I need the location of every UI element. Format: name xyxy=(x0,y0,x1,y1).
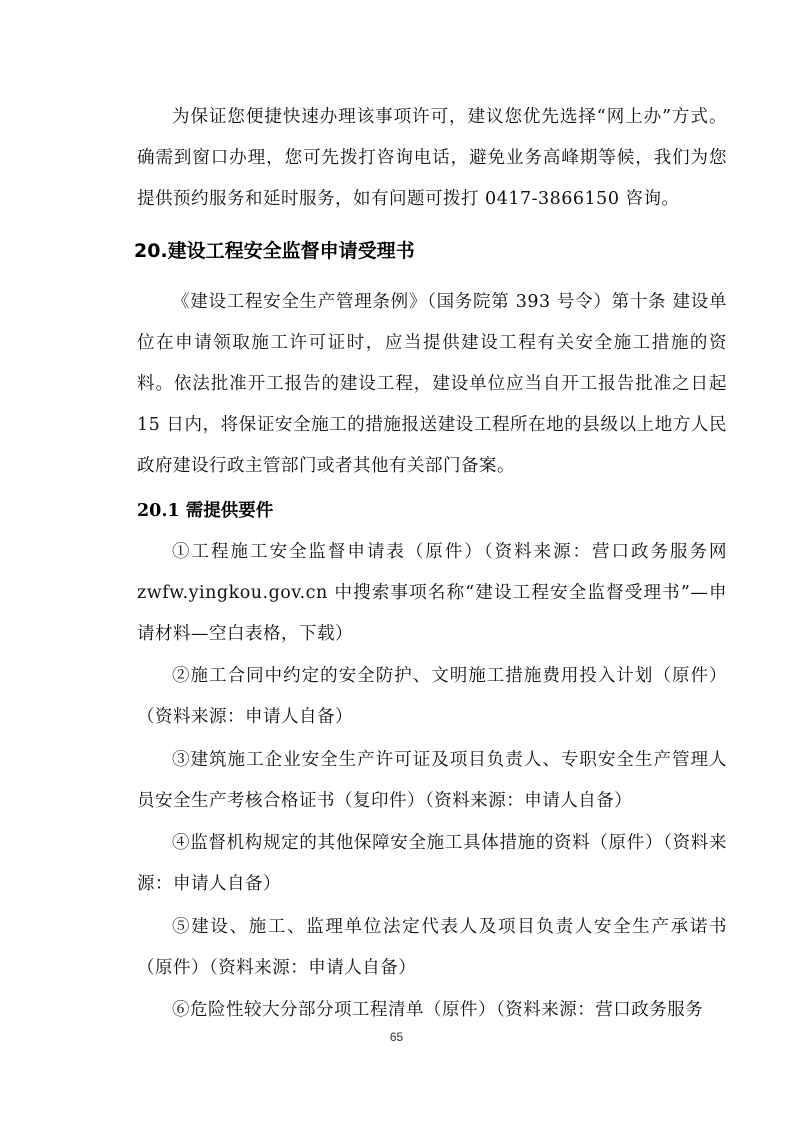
requirement-item-4: ④监督机构规定的其他保障安全施工具体措施的资料（原件）（资料来源：申请人自备） xyxy=(137,833,727,894)
requirement-item-5: ⑤建设、施工、监理单位法定代表人及项目负责人安全生产承诺书（原件）（资料来源：申请人自备） xyxy=(137,917,727,978)
requirement-item-1: ①工程施工安全监督申请表（原件）（资料来源：营口政务服务网 zwfw.yingkou.gov.cn 中搜索事项名称“建设工程安全监督受理书”—申请材料—空白表格，下载） xyxy=(137,542,727,644)
page-number: 65 xyxy=(389,1030,404,1044)
intro-paragraph: 为保证您便捷快速办理该事项许可，建议您优先选择“网上办”方式。确需到窗口办理，您可先拨打咨询电话，避免业务高峰期等候，我们为您提供预约服务和延时服务，如有问题可拨打 0417-3866150 咨询。 xyxy=(137,107,727,209)
requirement-item-6: ⑥危险性较大分部分项工程清单（原件）（资料来源：营口政务服务 xyxy=(172,1000,704,1020)
subsection-heading: 20.1 需提供要件 xyxy=(137,501,274,521)
section-heading: 20.建设工程安全监督申请受理书 xyxy=(134,240,415,262)
requirement-item-3: ③建筑施工企业安全生产许可证及项目负责人、专职安全生产管理人员安全生产考核合格证书（复印件）（资料来源：申请人自备） xyxy=(137,750,727,811)
section-description: 《建设工程安全生产管理条例》（国务院第 393 号令）第十条 建设单位在申请领取施工许可证时，应当提供建设工程有关安全施工措施的资料。依法批准开工报告的建设工程，建设单位应当自开工报告批准之日起 15 日内，将保证安全施工的措施报送建设工程所在地的县级以上地方人民政府建设行政主管部门或者其他有关部门备案。 xyxy=(137,292,727,476)
requirement-item-2: ②施工合同中约定的安全防护、文明施工措施费用投入计划（原件）（资料来源：申请人自备） xyxy=(137,666,727,727)
